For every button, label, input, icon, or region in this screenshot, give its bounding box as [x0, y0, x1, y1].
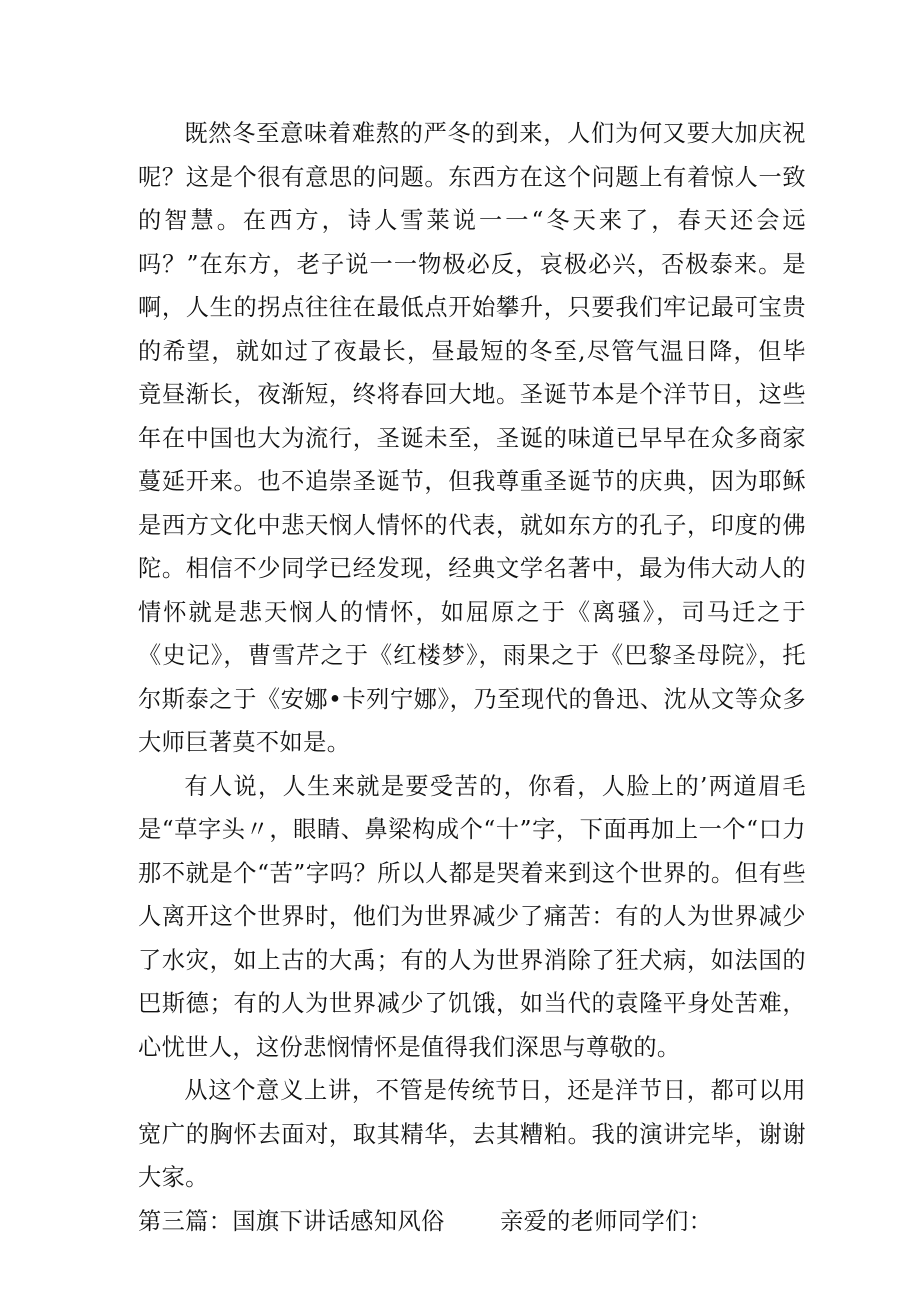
greeting: 亲爱的老师同学们：: [500, 1207, 713, 1235]
paragraph-1: 既然冬至意味着难熬的严冬的到来，人们为何又要大加庆祝呢？这是个很有意思的问题。东西方在这个问题上有着惊人一致的智慧。在西方，诗人雪莱说一一“冬天来了，春天还会远吗？”在东方，老子说一一物极必反，哀极必兴，否极泰来。是啊，人生的拐点往往在最低点开始攀升，只要我们牢记最可宝贵的希望，就如过了夜最长，昼最短的冬至,尽管气温日降，但毕竟昼渐长，夜渐短，终将春回大地。圣诞节本是个洋节日，这些年在中国也大为流行，圣诞未至，圣诞的味道已早早在众多商家蔓延开来。也不追崇圣诞节，但我尊重圣诞节的庆典，因为耶稣是西方文化中悲天悯人情怀的代表，就如东方的孔子，印度的佛陀。相信不少同学已经发现，经典文学名著中，最为伟大动人的情怀就是悲天悯人的情怀，如屈原之于《离骚》，司马迁之于《史记》，曹雪芹之于《红楼梦》，雨果之于《巴黎圣母院》，托尔斯泰之于《安娜•卡列宁娜》，乃至现代的鲁迅、沈从文等众多大师巨著莫不如是。: [138, 120, 806, 756]
section-heading-line: [138, 1200, 806, 1244]
document-page: [138, 112, 806, 1243]
paragraph-3: 从这个意义上讲，不管是传统节日，还是洋节日，都可以用宽广的胸怀去面对，取其精华，去其糟粕。我的演讲完毕，谢谢大家。: [138, 1077, 806, 1191]
section-title: 第三篇：国旗下讲话感知风俗: [138, 1207, 445, 1235]
paragraph-2: 有人说，人生来就是要受苦的，你看，人脸上的’两道眉毛是“草字头〃，眼睛、鼻梁构成个“十”字，下面再加上一个“口力那不就是个“苦”字吗？所以人都是哭着来到这个世界的。但有些人离开这个世界时，他们为世界减少了痛苦：有的人为世界减少了水灾，如上古的大禹；有的人为世界消除了狂犬病，如法国的巴斯德；有的人为世界减少了饥饿，如当代的袁隆平身处苦难，心忧世人，这份悲悯情怀是值得我们深思与尊敬的。: [138, 772, 806, 1061]
